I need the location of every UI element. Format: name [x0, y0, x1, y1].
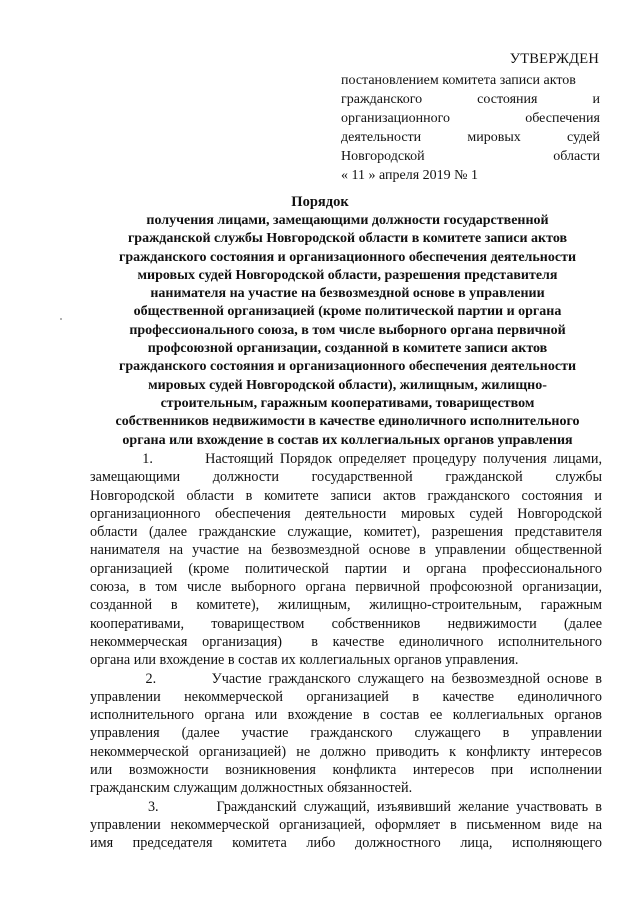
subtitle-line: мировых судей Новгородской области, разрешения представителя [137, 267, 558, 283]
body-line: 2. Участие гражданского служащего на безвозмездной основе в [90, 670, 602, 687]
subtitle-line: нанимателя на участие на безвозмездной основе в управлении [150, 286, 545, 302]
body-line: области (далее гражданские служащие, комитет), разрешения представителя [90, 524, 602, 541]
body-line: союза, в том числе выборного органа первичной профсоюзной организации, [90, 579, 602, 596]
document-title: Порядок [291, 194, 349, 210]
subtitle-line: собственников недвижимости в качестве единоличного исполнительного [115, 414, 580, 430]
subtitle-line: органа или вхождение в состав их коллегиальных органов управления [122, 432, 573, 448]
body-line: 1. Настоящий Порядок определяет процедуру получения лицами, [90, 451, 602, 467]
approval-stamp-heading: УТВЕРЖДЕН [509, 51, 599, 67]
subtitle-line: получения лицами, замещающими должности государственной [146, 213, 549, 228]
subtitle-line: гражданского состояния и организационного обеспечения деятельности [118, 249, 577, 265]
body-line: органа или вхождение в состав их коллегиальных органов управления. [90, 652, 519, 669]
approval-details [341, 71, 600, 185]
body-line: 3. Гражданский служащий, изъявивший желание участвовать в [90, 798, 602, 815]
body-line: исполнительного органа или вхождение в состав ее коллегиальных органов [90, 707, 602, 724]
approval-line: постановлением комитета записи актов [341, 73, 576, 88]
subtitle-line: гражданской службы Новгородской области в комитете записи актов [127, 231, 568, 247]
approval-date-line: « 11 » апреля 2019 № 1 [341, 168, 478, 183]
subtitle-line: профсоюзной организации, созданной в комитете записи актов [147, 341, 548, 357]
subtitle-line: строительным, гаражным кооперативами, товариществом [160, 395, 535, 411]
approval-line: гражданского состояния и [341, 92, 600, 107]
approval-line: организационного обеспечения [341, 111, 600, 126]
body-line: имя председателя комитета либо должностного лица, исполняющего [90, 835, 602, 852]
document-body [90, 450, 602, 853]
scan-speck [60, 318, 62, 320]
body-line: Новгородской области в комитете записи актов гражданского состояния и [90, 487, 602, 504]
body-line: организационного обеспечения деятельности мировых судей Новгородской [90, 505, 602, 522]
approval-line: Новгородской области [341, 149, 600, 164]
body-line: нанимателя на участие на безвозмездной основе в управлении общественной [90, 542, 602, 559]
body-line: замещающими должности государственной гражданской службы [90, 469, 602, 486]
body-line: управления (далее участие гражданского служащего в управлении [90, 725, 602, 742]
body-line: некоммерческой организацией) не должно приводить к конфликту интересов [90, 743, 602, 760]
subtitle-line: мировых судей Новгородской области), жилищным, жилищно- [148, 377, 547, 393]
body-line: управлении некоммерческой организацией в качестве единоличного [90, 688, 602, 705]
body-line: или возможности возникновения конфликта интересов при исполнении [90, 762, 602, 779]
body-line: организацией (кроме политической партии и органа профессионального [90, 560, 602, 577]
body-line: некоммерческая организация) в качестве единоличного исполнительного [90, 633, 602, 650]
document-subtitle [88, 212, 607, 450]
body-line: управлении некоммерческой организацией, оформляет в письменном виде на [90, 816, 602, 833]
body-line: созданной в комитете), жилищным, жилищно-строительным, гаражным [90, 597, 602, 614]
subtitle-line: гражданского состояния и организационного обеспечения деятельности [118, 359, 577, 375]
body-line: гражданским служащим должностных обязанностей. [90, 780, 413, 797]
subtitle-line: общественной организацией (кроме политической партии и органа [133, 304, 562, 320]
approval-line: деятельности мировых судей [341, 130, 600, 145]
subtitle-line: профессионального союза, в том числе выборного органа первичной [129, 322, 566, 338]
body-line: кооперативами, товариществом собственников недвижимости (далее [90, 615, 602, 632]
